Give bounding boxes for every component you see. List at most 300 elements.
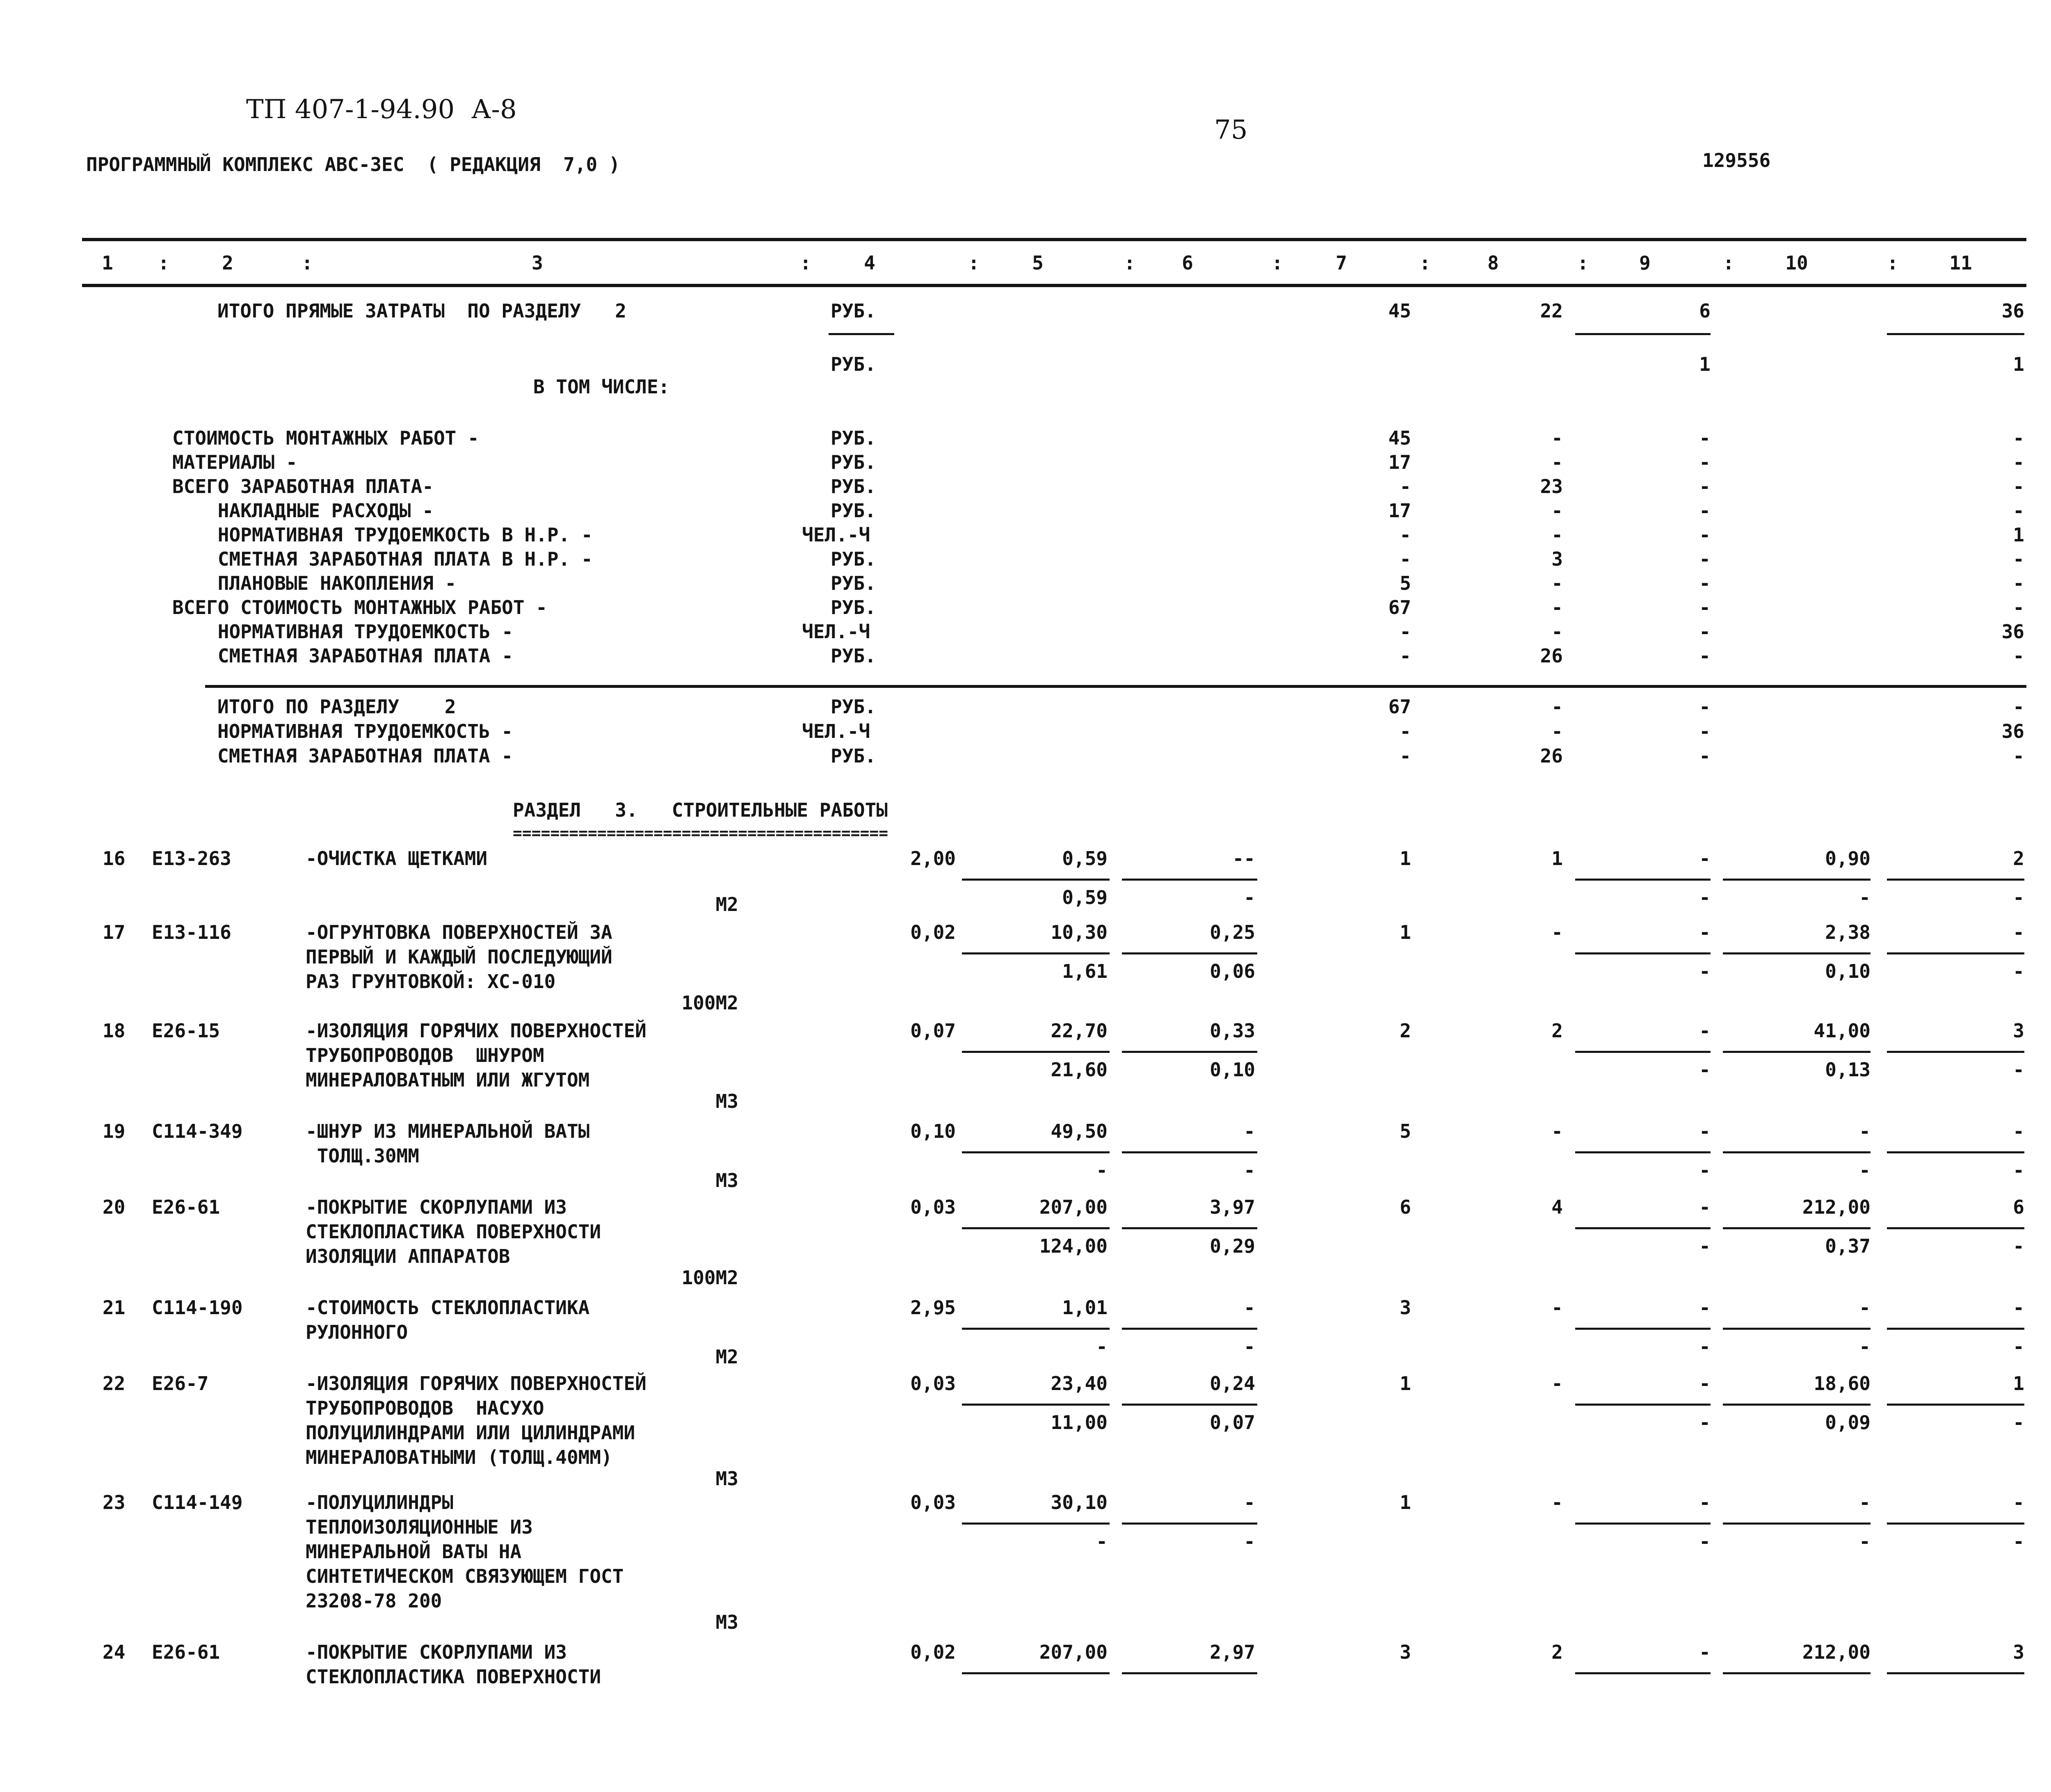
item-number: 22 xyxy=(103,1372,126,1395)
item-c11: - xyxy=(2013,1297,2024,1319)
column-header-10: 10 xyxy=(1785,252,1808,274)
summary-row-unit: РУБ. xyxy=(831,500,876,522)
c6-underline xyxy=(1122,1328,1257,1330)
item-description: -ОЧИСТКА ЩЕТКАМИ xyxy=(306,847,488,870)
section-total-unit: РУБ. xyxy=(831,745,876,767)
item-unit: М3 xyxy=(715,1169,738,1192)
summary-total-c7: 45 xyxy=(1388,300,1411,322)
item-description: -СТОИМОСТЬ СТЕКЛОПЛАСТИКА xyxy=(306,1297,590,1319)
item-c6: 3,97 xyxy=(1210,1196,1255,1218)
c5-underline xyxy=(962,1328,1110,1330)
item-code: Е26-61 xyxy=(152,1196,220,1218)
item-unit-price: 0,59 xyxy=(1062,847,1108,870)
summary-row-c8: 26 xyxy=(1540,645,1563,667)
item-description: -ИЗОЛЯЦИЯ ГОРЯЧИХ ПОВЕРХНОСТЕЙ xyxy=(306,1372,646,1395)
item-c11-second: - xyxy=(2013,886,2024,909)
item-unit: М2 xyxy=(715,893,738,915)
summary-row-c8: - xyxy=(1551,427,1563,449)
section-total-label: СМЕТНАЯ ЗАРАБОТНАЯ ПЛАТА - xyxy=(217,745,513,767)
item-unit: М2 xyxy=(715,1346,738,1368)
item-c11: - xyxy=(2013,1120,2024,1142)
item-c5-second: 124,00 xyxy=(1039,1235,1108,1257)
item-quantity: 0,02 xyxy=(910,921,956,943)
item-c6-second: 0,29 xyxy=(1210,1235,1255,1257)
c5-underline xyxy=(962,1404,1110,1406)
item-c10-second: - xyxy=(1859,1335,1871,1358)
c10-underline xyxy=(1723,1523,1871,1525)
item-code: Е13-116 xyxy=(152,921,231,943)
item-c7: 3 xyxy=(1400,1297,1411,1319)
section-total-c7: - xyxy=(1400,720,1411,742)
page-number: 75 xyxy=(1214,115,1248,145)
summary-row-c8: - xyxy=(1551,572,1563,594)
c9-underline xyxy=(1575,1328,1711,1330)
c5-underline xyxy=(962,879,1110,881)
c11-underline xyxy=(1887,1328,2024,1330)
item-description: -ПОЛУЦИЛИНДРЫ xyxy=(306,1491,454,1513)
header-rule-bottom xyxy=(82,284,2026,287)
item-description: ТРУБОПРОВОДОВ ШНУРОМ xyxy=(306,1044,544,1066)
summary-row-unit: ЧЕЛ.-Ч xyxy=(802,524,870,546)
item-c8: 4 xyxy=(1551,1196,1563,1218)
column-separator: : xyxy=(158,252,169,274)
c11-underline xyxy=(1887,952,2024,954)
item-c11: 3 xyxy=(2013,1641,2024,1663)
item-c11: 3 xyxy=(2013,1020,2024,1042)
summary-row-c9: - xyxy=(1699,572,1711,594)
summary-row-c7: - xyxy=(1400,548,1411,570)
item-c10: 41,00 xyxy=(1813,1020,1871,1042)
column-separator: : xyxy=(301,252,313,274)
item-c10: 0,90 xyxy=(1825,847,1871,870)
item-c9-second: - xyxy=(1699,1059,1711,1081)
c10-underline xyxy=(1723,879,1871,881)
item-number: 18 xyxy=(103,1020,126,1042)
column-header-1: 1 xyxy=(102,252,113,274)
item-unit-price: 22,70 xyxy=(1051,1020,1108,1042)
item-unit-price: 207,00 xyxy=(1039,1641,1108,1663)
item-unit-price: 49,50 xyxy=(1051,1120,1108,1142)
item-c8: - xyxy=(1551,921,1563,943)
summary-row-c8: - xyxy=(1551,621,1563,643)
section-total-c9: - xyxy=(1699,696,1711,718)
section-total-label: ИТОГО ПО РАЗДЕЛУ 2 xyxy=(217,696,456,718)
item-description: СИНТЕТИЧЕСКОМ СВЯЗУЮЩЕМ ГОСТ xyxy=(306,1565,624,1587)
summary-row-c11: - xyxy=(2013,548,2024,570)
item-code: С114-149 xyxy=(152,1491,243,1513)
section-total-c11: 36 xyxy=(2001,720,2024,742)
c11-rule xyxy=(1887,333,2024,335)
summary-row-c9: - xyxy=(1699,451,1711,473)
item-unit-price: 10,30 xyxy=(1051,921,1108,943)
c6-underline xyxy=(1122,1404,1257,1406)
doc-code: ТП 407-1-94.90 А-8 xyxy=(246,94,517,125)
summary-row-c11: 1 xyxy=(2013,524,2024,546)
c5-underline xyxy=(962,1151,1110,1153)
item-description: -ПОКРЫТИЕ СКОРЛУПАМИ ИЗ xyxy=(306,1641,567,1663)
item-c9: - xyxy=(1699,1372,1711,1395)
item-c6-second: - xyxy=(1244,1530,1255,1552)
c6-underline xyxy=(1122,879,1257,881)
summary-row-unit: РУБ. xyxy=(831,596,876,619)
item-c5-second: - xyxy=(1096,1335,1108,1358)
item-c11: 6 xyxy=(2013,1196,2024,1218)
item-number: 23 xyxy=(103,1491,126,1513)
summary-row-c11: - xyxy=(2013,475,2024,498)
item-quantity: 0,10 xyxy=(910,1120,956,1142)
item-c10: 212,00 xyxy=(1802,1641,1871,1663)
item-c8: - xyxy=(1551,1491,1563,1513)
summary-row-c11: - xyxy=(2013,645,2024,667)
item-quantity: 0,03 xyxy=(910,1372,956,1395)
c11-underline xyxy=(1887,879,2024,881)
c6-underline xyxy=(1122,1672,1257,1674)
item-unit-price: 23,40 xyxy=(1051,1372,1108,1395)
summary-row-label: НОРМАТИВНАЯ ТРУДОЕМКОСТЬ - xyxy=(172,621,513,643)
item-c9-second: - xyxy=(1699,1235,1711,1257)
c9-underline xyxy=(1575,879,1711,881)
summary-unit-2: РУБ. xyxy=(831,353,876,375)
item-c10-second: - xyxy=(1859,1159,1871,1181)
item-description: СТЕКЛОПЛАСТИКА ПОВЕРХНОСТИ xyxy=(306,1221,601,1243)
item-c7: 6 xyxy=(1400,1196,1411,1218)
item-c9: - xyxy=(1699,921,1711,943)
summary-c11-b: 1 xyxy=(2013,353,2024,375)
summary-row-label: НАКЛАДНЫЕ РАСХОДЫ - xyxy=(172,500,434,522)
item-unit-price: 30,10 xyxy=(1051,1491,1108,1513)
c11-underline xyxy=(1887,1227,2024,1229)
summary-row-c11: - xyxy=(2013,500,2024,522)
item-description: МИНЕРАЛЬНОЙ ВАТЫ НА xyxy=(306,1541,522,1563)
section-total-unit: ЧЕЛ.-Ч xyxy=(802,720,870,742)
summary-total-unit: РУБ. xyxy=(831,300,876,322)
summary-row-label: СТОИМОСТЬ МОНТАЖНЫХ РАБОТ - xyxy=(172,427,479,449)
summary-row-c8: - xyxy=(1551,451,1563,473)
summary-row-unit: ЧЕЛ.-Ч xyxy=(802,621,870,643)
c5-underline xyxy=(962,1672,1110,1674)
summary-row-c11: - xyxy=(2013,572,2024,594)
summary-row-unit: РУБ. xyxy=(831,645,876,667)
c9-underline xyxy=(1575,1523,1711,1525)
c10-underline xyxy=(1723,1151,1871,1153)
c6-underline xyxy=(1122,1151,1257,1153)
program-title: ПРОГРАММНЫЙ КОМПЛЕКС АВС-ЗЕС ( РЕДАКЦИЯ 7,0 ) xyxy=(86,153,620,176)
column-separator: : xyxy=(1272,252,1283,274)
section-total-c8: - xyxy=(1551,696,1563,718)
item-description: ПЕРВЫЙ И КАЖДЫЙ ПОСЛЕДУЮЩИЙ xyxy=(306,946,612,968)
item-description: РАЗ ГРУНТОВКОЙ: ХС-010 xyxy=(306,970,556,993)
item-c11-second: - xyxy=(2013,1159,2024,1181)
c6-underline xyxy=(1122,952,1257,954)
item-unit: М3 xyxy=(715,1090,738,1112)
item-c11-second: - xyxy=(2013,1235,2024,1257)
item-number: 19 xyxy=(103,1120,126,1142)
item-c10-second: 0,37 xyxy=(1825,1235,1871,1257)
item-c6-second: 0,06 xyxy=(1210,960,1255,982)
item-c5-second: 0,59 xyxy=(1062,886,1108,909)
summary-row-c11: - xyxy=(2013,427,2024,449)
item-code: С114-349 xyxy=(152,1120,243,1142)
item-c9-second: - xyxy=(1699,886,1711,909)
item-unit-price: 1,01 xyxy=(1062,1297,1108,1319)
summary-c9-b: 1 xyxy=(1699,353,1711,375)
summary-row-c9: - xyxy=(1699,596,1711,619)
item-c9: - xyxy=(1699,1196,1711,1218)
item-quantity: 0,07 xyxy=(910,1020,956,1042)
item-description: МИНЕРАЛОВАТНЫМ ИЛИ ЖГУТОМ xyxy=(306,1069,590,1091)
summary-row-c9: - xyxy=(1699,548,1711,570)
summary-row-unit: РУБ. xyxy=(831,427,876,449)
column-separator: : xyxy=(800,252,811,274)
section-3-title: РАЗДЕЛ 3. СТРОИТЕЛЬНЫЕ РАБОТЫ xyxy=(513,799,888,821)
item-unit: 100М2 xyxy=(681,992,738,1014)
item-c11-second: - xyxy=(2013,1335,2024,1358)
summary-row-c7: 17 xyxy=(1388,500,1411,522)
summary-row-unit: РУБ. xyxy=(831,548,876,570)
summary-row-c8: - xyxy=(1551,596,1563,619)
item-description: СТЕКЛОПЛАСТИКА ПОВЕРХНОСТИ xyxy=(306,1666,601,1688)
item-c6: 2,97 xyxy=(1210,1641,1255,1663)
column-separator: : xyxy=(968,252,980,274)
item-c11-second: - xyxy=(2013,960,2024,982)
summary-row-unit: РУБ. xyxy=(831,451,876,473)
column-header-11: 11 xyxy=(1949,252,1972,274)
section-total-c7: 67 xyxy=(1388,696,1411,718)
summary-row-label: МАТЕРИАЛЫ - xyxy=(172,451,297,473)
item-unit-price: 207,00 xyxy=(1039,1196,1108,1218)
c6-underline xyxy=(1122,1523,1257,1525)
summary-row-c7: 67 xyxy=(1388,596,1411,619)
item-c8: 2 xyxy=(1551,1641,1563,1663)
item-c11: 1 xyxy=(2013,1372,2024,1395)
item-c8: 1 xyxy=(1551,847,1563,870)
summary-row-label: ПЛАНОВЫЕ НАКОПЛЕНИЯ - xyxy=(172,572,457,594)
item-unit: 100М2 xyxy=(681,1267,738,1289)
summary-row-c11: - xyxy=(2013,451,2024,473)
c11-underline xyxy=(1887,1523,2024,1525)
item-c10: - xyxy=(1859,1491,1871,1513)
summary-row-c7: 45 xyxy=(1388,427,1411,449)
item-quantity: 0,03 xyxy=(910,1196,956,1218)
item-c6: - xyxy=(1244,1491,1255,1513)
column-header-9: 9 xyxy=(1639,252,1651,274)
summary-total-c8: 22 xyxy=(1540,300,1563,322)
summary-row-c7: 5 xyxy=(1400,572,1411,594)
item-c11: - xyxy=(2013,921,2024,943)
item-code: С114-190 xyxy=(152,1297,243,1319)
c5-underline xyxy=(962,952,1110,954)
item-c8: - xyxy=(1551,1120,1563,1142)
c9-underline xyxy=(1575,1051,1711,1053)
item-c9: - xyxy=(1699,1491,1711,1513)
c9-underline xyxy=(1575,1151,1711,1153)
item-c6-second: - xyxy=(1244,1335,1255,1358)
section-total-unit: РУБ. xyxy=(831,696,876,718)
item-c5-second: - xyxy=(1096,1159,1108,1181)
item-number: 17 xyxy=(103,921,126,943)
summary-row-c9: - xyxy=(1699,645,1711,667)
item-unit: М3 xyxy=(715,1611,738,1633)
item-description: -ШНУР ИЗ МИНЕРАЛЬНОЙ ВАТЫ xyxy=(306,1120,590,1142)
item-description: -ИЗОЛЯЦИЯ ГОРЯЧИХ ПОВЕРХНОСТЕЙ xyxy=(306,1020,646,1042)
c11-underline xyxy=(1887,1151,2024,1153)
item-c7: 2 xyxy=(1400,1020,1411,1042)
item-c7: 5 xyxy=(1400,1120,1411,1142)
c10-underline xyxy=(1723,1227,1871,1229)
item-c7: 1 xyxy=(1400,847,1411,870)
summary-row-c9: - xyxy=(1699,621,1711,643)
item-number: 16 xyxy=(103,847,126,870)
summary-row-c8: 3 xyxy=(1551,548,1563,570)
item-c7: 1 xyxy=(1400,1491,1411,1513)
column-header-2: 2 xyxy=(222,252,233,274)
item-c10: - xyxy=(1859,1297,1871,1319)
item-c9: - xyxy=(1699,1120,1711,1142)
item-c11-second: - xyxy=(2013,1530,2024,1552)
summary-row-unit: РУБ. xyxy=(831,475,876,498)
c11-underline xyxy=(1887,1051,2024,1053)
column-separator: : xyxy=(1124,252,1135,274)
item-c10: - xyxy=(1859,1120,1871,1142)
item-c11-second: - xyxy=(2013,1411,2024,1434)
item-code: Е26-7 xyxy=(152,1372,209,1395)
section-total-c9: - xyxy=(1699,745,1711,767)
item-c9-second: - xyxy=(1699,960,1711,982)
summary-row-c9: - xyxy=(1699,500,1711,522)
doc-number: 129556 xyxy=(1702,149,1771,171)
item-c8: - xyxy=(1551,1297,1563,1319)
item-c7: 1 xyxy=(1400,1372,1411,1395)
item-code: Е26-61 xyxy=(152,1641,220,1663)
item-c9-second: - xyxy=(1699,1335,1711,1358)
item-c11: 2 xyxy=(2013,847,2024,870)
item-unit: М3 xyxy=(715,1468,738,1490)
item-code: Е13-263 xyxy=(152,847,231,870)
c11-underline xyxy=(1887,1672,2024,1674)
c10-underline xyxy=(1723,1404,1871,1406)
c6-underline xyxy=(1122,1051,1257,1053)
item-c10: 212,00 xyxy=(1802,1196,1871,1218)
item-c6-second: - xyxy=(1244,1159,1255,1181)
item-c10-second: 0,13 xyxy=(1825,1059,1871,1081)
item-description: -ПОКРЫТИЕ СКОРЛУПАМИ ИЗ xyxy=(306,1196,567,1218)
item-c10-second: - xyxy=(1859,1530,1871,1552)
summary-row-c7: - xyxy=(1400,524,1411,546)
item-c6: 0,33 xyxy=(1210,1020,1255,1042)
summary-row-c11: - xyxy=(2013,596,2024,619)
summary-row-label: ВСЕГО ЗАРАБОТНАЯ ПЛАТА- xyxy=(172,475,434,498)
item-c6-second: 0,10 xyxy=(1210,1059,1255,1081)
c5-underline xyxy=(962,1523,1110,1525)
c9-underline xyxy=(1575,1404,1711,1406)
item-code: Е26-15 xyxy=(152,1020,220,1042)
including-label: В ТОМ ЧИСЛЕ: xyxy=(533,376,670,398)
c10-underline xyxy=(1723,1672,1871,1674)
item-c9: - xyxy=(1699,1297,1711,1319)
item-c5-second: - xyxy=(1096,1530,1108,1552)
section-total-c11: - xyxy=(2013,745,2024,767)
summary-row-unit: РУБ. xyxy=(831,572,876,594)
item-c6: 0,25 xyxy=(1210,921,1255,943)
section-total-c8: - xyxy=(1551,720,1563,742)
item-c8: - xyxy=(1551,1372,1563,1395)
item-description: 23208-78 200 xyxy=(306,1590,442,1612)
item-number: 20 xyxy=(103,1196,126,1218)
c10-underline xyxy=(1723,1328,1871,1330)
column-separator: : xyxy=(1723,252,1734,274)
item-quantity: 2,95 xyxy=(910,1297,956,1319)
item-c10-second: - xyxy=(1859,886,1871,909)
c6-underline xyxy=(1122,1227,1257,1229)
header-rule-top xyxy=(82,238,2026,241)
item-c6: 0,24 xyxy=(1210,1372,1255,1395)
summary-row-c9: - xyxy=(1699,475,1711,498)
item-c7: 1 xyxy=(1400,921,1411,943)
item-c10-second: 0,10 xyxy=(1825,960,1871,982)
item-c5-second: 1,61 xyxy=(1062,960,1108,982)
summary-row-c7: - xyxy=(1400,475,1411,498)
item-quantity: 0,02 xyxy=(910,1641,956,1663)
summary-row-label: НОРМАТИВНАЯ ТРУДОЕМКОСТЬ В Н.Р. - xyxy=(172,524,593,546)
summary-row-c11: 36 xyxy=(2001,621,2024,643)
section-total-c7: - xyxy=(1400,745,1411,767)
summary-row-c8: - xyxy=(1551,500,1563,522)
item-quantity: 2,00 xyxy=(910,847,956,870)
section-total-c8: 26 xyxy=(1540,745,1563,767)
item-c9-second: - xyxy=(1699,1159,1711,1181)
section-3-underline: ======================================== xyxy=(513,824,888,842)
column-header-8: 8 xyxy=(1487,252,1499,274)
item-c6-second: 0,07 xyxy=(1210,1411,1255,1434)
column-separator: : xyxy=(1887,252,1898,274)
item-description: ТРУБОПРОВОДОВ НАСУХО xyxy=(306,1397,544,1419)
item-c9: - xyxy=(1699,1641,1711,1663)
column-header-5: 5 xyxy=(1032,252,1044,274)
c10-underline xyxy=(1723,952,1871,954)
summary-row-c8: - xyxy=(1551,524,1563,546)
item-c11: - xyxy=(2013,1491,2024,1513)
item-quantity: 0,03 xyxy=(910,1491,956,1513)
item-description: РУЛОННОГО xyxy=(306,1321,408,1343)
column-header-6: 6 xyxy=(1182,252,1193,274)
item-number: 21 xyxy=(103,1297,126,1319)
item-description: ТЕПЛОИЗОЛЯЦИОННЫЕ ИЗ xyxy=(306,1516,533,1538)
c9-underline xyxy=(1575,952,1711,954)
item-c6: - xyxy=(1244,1120,1255,1142)
column-separator: : xyxy=(1419,252,1431,274)
summary-row-label: СМЕТНАЯ ЗАРАБОТНАЯ ПЛАТА В Н.Р. - xyxy=(172,548,593,570)
item-c7: 3 xyxy=(1400,1641,1411,1663)
summary-row-c7: - xyxy=(1400,645,1411,667)
section-total-c9: - xyxy=(1699,720,1711,742)
summary-total-rule xyxy=(205,685,2026,688)
summary-row-c7: - xyxy=(1400,621,1411,643)
item-c10: 2,38 xyxy=(1825,921,1871,943)
column-separator: : xyxy=(1577,252,1589,274)
item-number: 24 xyxy=(103,1641,126,1663)
summary-total-c11: 36 xyxy=(2001,300,2024,322)
item-c5-second: 11,00 xyxy=(1051,1411,1108,1434)
item-c6-second: - xyxy=(1244,886,1255,909)
item-c6: - xyxy=(1244,1297,1255,1319)
item-c10: 18,60 xyxy=(1813,1372,1871,1395)
summary-row-c7: 17 xyxy=(1388,451,1411,473)
c9-underline xyxy=(1575,1672,1711,1674)
c9-underline xyxy=(1575,1227,1711,1229)
item-description: ПОЛУЦИЛИНДРАМИ ИЛИ ЦИЛИНДРАМИ xyxy=(306,1422,635,1444)
unit-rule xyxy=(829,333,894,335)
summary-row-c9: - xyxy=(1699,524,1711,546)
